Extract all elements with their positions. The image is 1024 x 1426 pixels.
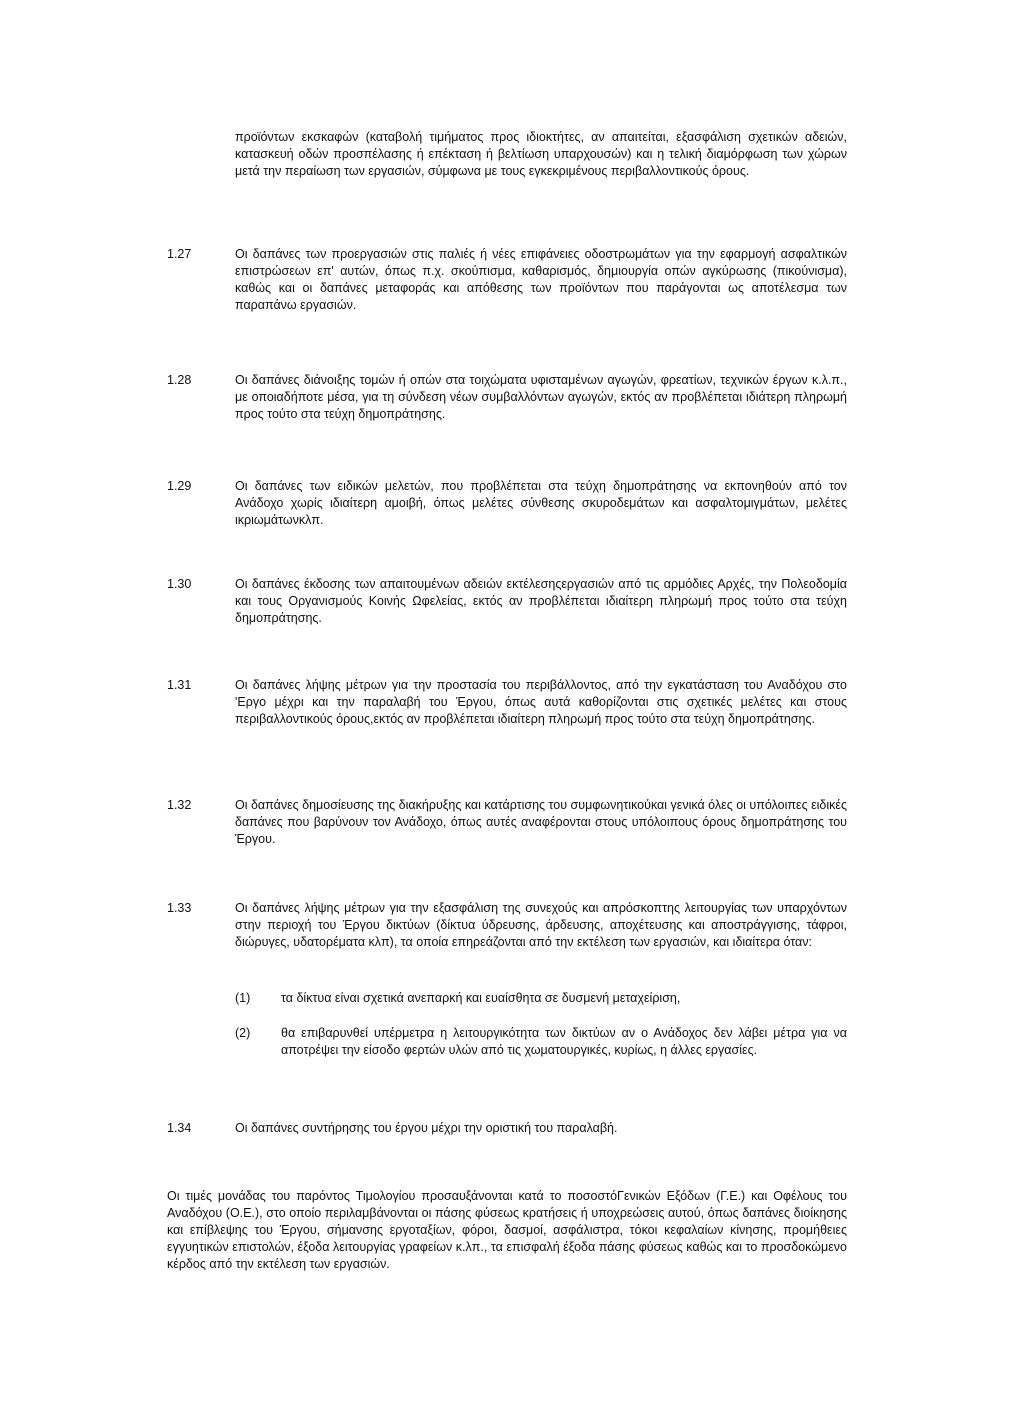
clause-1-32 <box>167 797 847 848</box>
clause-text: Οι δαπάνες έκδοσης των απαιτουμένων αδειών εκτέλεσηςεργασιών από τις αρμόδιες Αρχές, την Πολεοδομία και τους Οργανισμούς Κοινής Ωφελείας, εκτός αν προβλέπεται ιδιαίτερη πληρωμή προς τούτο στα τεύχη δημοπράτησης. <box>235 577 847 625</box>
clause-number: 1.29 <box>167 479 192 493</box>
clause-text: Οι δαπάνες συντήρησης του έργου μέχρι την οριστική του παραλαβή. <box>235 1121 618 1135</box>
clause-number: 1.31 <box>167 678 192 692</box>
clause-number: 1.33 <box>167 901 192 915</box>
clause-text: Οι δαπάνες των ειδικών μελετών, που προβλέπεται στα τεύχη δημοπράτησης να εκπονηθούν από τον Ανάδοχο χωρίς ιδιαίτερη αμοιβή, όπως μελέτες σύνθεσης σκυροδεμάτων και ασφαλτομιγμάτων, μελέτες ικριωμάτωνκλπ. <box>235 479 847 527</box>
clause-text: Οι δαπάνες των προεργασιών στις παλιές ή νέες επιφάνειες οδοστρωμάτων για την εφαρμογή ασφαλτικών επιστρώσεων επ' αυτών, όπως π.χ. σκούπισμα, καθαρισμός, δημιουργία οπών αγκύρωσης (πικούνισμα), καθώς και οι δαπάνες μεταφοράς και απόθεσης των προϊόντων που παράγονται ως αποτέλεσμα των παραπάνω εργασιών. <box>235 247 847 312</box>
clause-number: 1.34 <box>167 1121 192 1135</box>
subitem-text: θα επιβαρυνθεί υπέρμετρα η λειτουργικότητα των δικτύων αν ο Ανάδοχος δεν λάβει μέτρα για να αποτρέψει την είσοδο φερτών υλών από τις χωματουργικές, κυρίως, η άλλες εργασίες. <box>281 1026 847 1057</box>
clause-1-34 <box>167 1120 847 1137</box>
clause-1-27 <box>167 246 847 314</box>
clause-number: 1.27 <box>167 247 192 261</box>
subitem-1 <box>235 990 847 1007</box>
subitem-number: (2) <box>235 1026 251 1040</box>
intro-paragraph: προϊόντων εκσκαφών (καταβολή τιμήματος προς ιδιοκτήτες, αν απαιτείται, εξασφάλιση σχετικών αδειών, κατασκευή οδών προσπέλασης ή επέκταση ή βελτίωση υπαρχουσών) και η τελική διαμόρφωση των χώρων μετά την περαίωση των εργασιών, σύμφωνα με τους εγκεκριμένους περιβαλλοντικούς όρους. <box>235 130 847 178</box>
clause-1-30 <box>167 576 847 627</box>
subitem-text: τα δίκτυα είναι σχετικά ανεπαρκή και ευαίσθητα σε δυσμενή μεταχείριση, <box>281 991 681 1005</box>
clause-number: 1.30 <box>167 577 192 591</box>
subitem-2 <box>235 1025 847 1059</box>
clause-text: Οι δαπάνες λήψης μέτρων για την εξασφάλιση της συνεχούς και απρόσκοπτης λειτουργίας των υπαρχόντων στην περιοχή του Έργου δικτύων (δίκτυα ύδρευσης, άρδευσης, αποχέτευσης και αποστράγγισης, τάφροι, διώρυγες, υδατορέματα κλπ), τα οποία επηρεάζονται από την εκτέλεση των εργασιών, και ιδιαίτερα όταν: <box>235 901 847 949</box>
clause-1-29 <box>167 478 847 529</box>
clause-number: 1.28 <box>167 373 192 387</box>
clause-1-33 <box>167 900 847 951</box>
closing-paragraph: Οι τιμές μονάδας του παρόντος Τιμολογίου προσαυξάνονται κατά το ποσοστόΓενικών Εξόδων (Γ.Ε.) και Οφέλους του Αναδόχου (Ο.Ε.), στο οποίο περιλαμβάνονται οι πάσης φύσεως κρατήσεις ή υποχρεώσεις αυτού, όπως δαπάνες διοίκησης και επίβλεψης του Έργου, σήμανσης εργοταξίων, φόροι, δασμοί, ασφάλιστρα, τόκοι κεφαλαίων κίνησης, προμήθειες εγγυητικών επιστολών, έξοδα λειτουργίας γραφείων κ.λπ., τα επισφαλή έξοδα πάσης φύσεως καθώς και το προσδοκώμενο κέρδος από την εκτέλεση των εργασιών. <box>167 1189 847 1271</box>
clause-number: 1.32 <box>167 798 192 812</box>
subitem-number: (1) <box>235 991 251 1005</box>
clause-text: Οι δαπάνες διάνοιξης τομών ή οπών στα τοιχώματα υφισταμένων αγωγών, φρεατίων, τεχνικών έργων κ.λ.π., με οποιαδήποτε μέσα, για τη σύνδεση νέων συμβαλλόντων αγωγών, εκτός αν προβλέπεται ιδιάτερη πληρωμή προς τούτο στα τεύχη δημοπράτησης. <box>235 373 847 421</box>
clause-1-28 <box>167 372 847 423</box>
clause-1-31 <box>167 677 847 728</box>
clause-text: Οι δαπάνες δημοσίευσης της διακήρυξης και κατάρτισης του συμφωνητικούκαι γενικά όλες οι υπόλοιπες ειδικές δαπάνες που βαρύνουν τον Ανάδοχο, όπως αυτές αναφέρονται στους υπόλοιπους όρους δημοπράτησης του Έργου. <box>235 798 848 846</box>
clause-text: Οι δαπάνες λήψης μέτρων για την προστασία του περιβάλλοντος, από την εγκατάσταση του Αναδόχου στο 'Εργο μέχρι και την παραλαβή του Έργου, όπως αυτά καθορίζονται στις σχετικές μελέτες και στους περιβαλλοντικούς όρους,εκτός αν προβλέπεται ιδιαίτερη πληρωμή προς τούτο στα τεύχη δημοπράτησης. <box>235 678 847 726</box>
